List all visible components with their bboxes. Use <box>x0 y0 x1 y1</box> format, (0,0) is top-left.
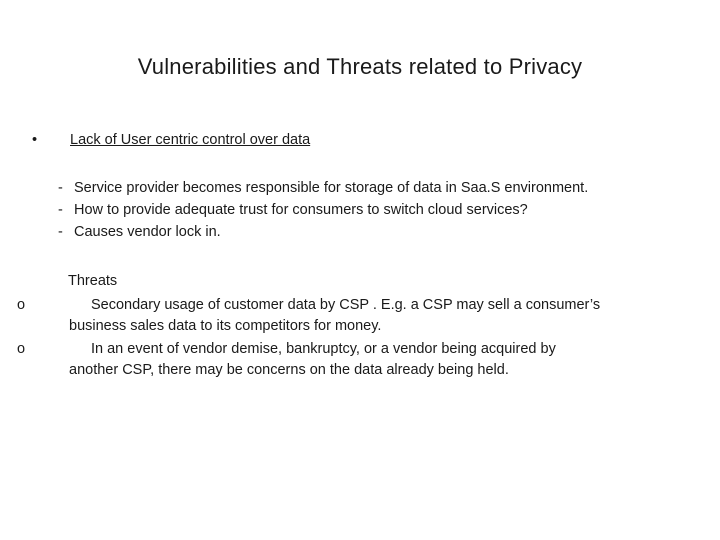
threat-text-line: Secondary usage of customer data by CSP . E.g. a CSP may sell a consumer’s <box>91 297 601 313</box>
list-item-text: How to provide adequate trust for consumers to switch cloud services? <box>74 202 528 218</box>
dash-marker: - <box>58 180 63 196</box>
threat-text-line: business sales data to its competitors for money. <box>69 318 382 334</box>
dash-list <box>58 177 588 243</box>
threat-text-line: another CSP, there may be concerns on the data already being held. <box>69 362 509 378</box>
dash-marker: - <box>58 224 63 240</box>
bullet-text: Lack of User centric control over data <box>70 132 311 148</box>
list-item <box>58 177 588 199</box>
list-item <box>58 221 588 243</box>
list-item-text: Causes vendor lock in. <box>74 224 221 240</box>
circle-bullet-marker: o <box>17 297 26 313</box>
slide-title: Vulnerabilities and Threats related to Privacy <box>137 54 583 79</box>
list-item <box>58 199 588 221</box>
dash-marker: - <box>58 202 63 218</box>
bullet-marker: • <box>32 132 38 148</box>
threats-heading: Threats <box>68 273 118 289</box>
circle-bullet-marker: o <box>17 341 26 357</box>
threat-text-line: In an event of vendor demise, bankruptcy, or a vendor being acquired by <box>91 341 556 357</box>
list-item-text: Service provider becomes responsible for storage of data in Saa.S environment. <box>74 180 589 196</box>
